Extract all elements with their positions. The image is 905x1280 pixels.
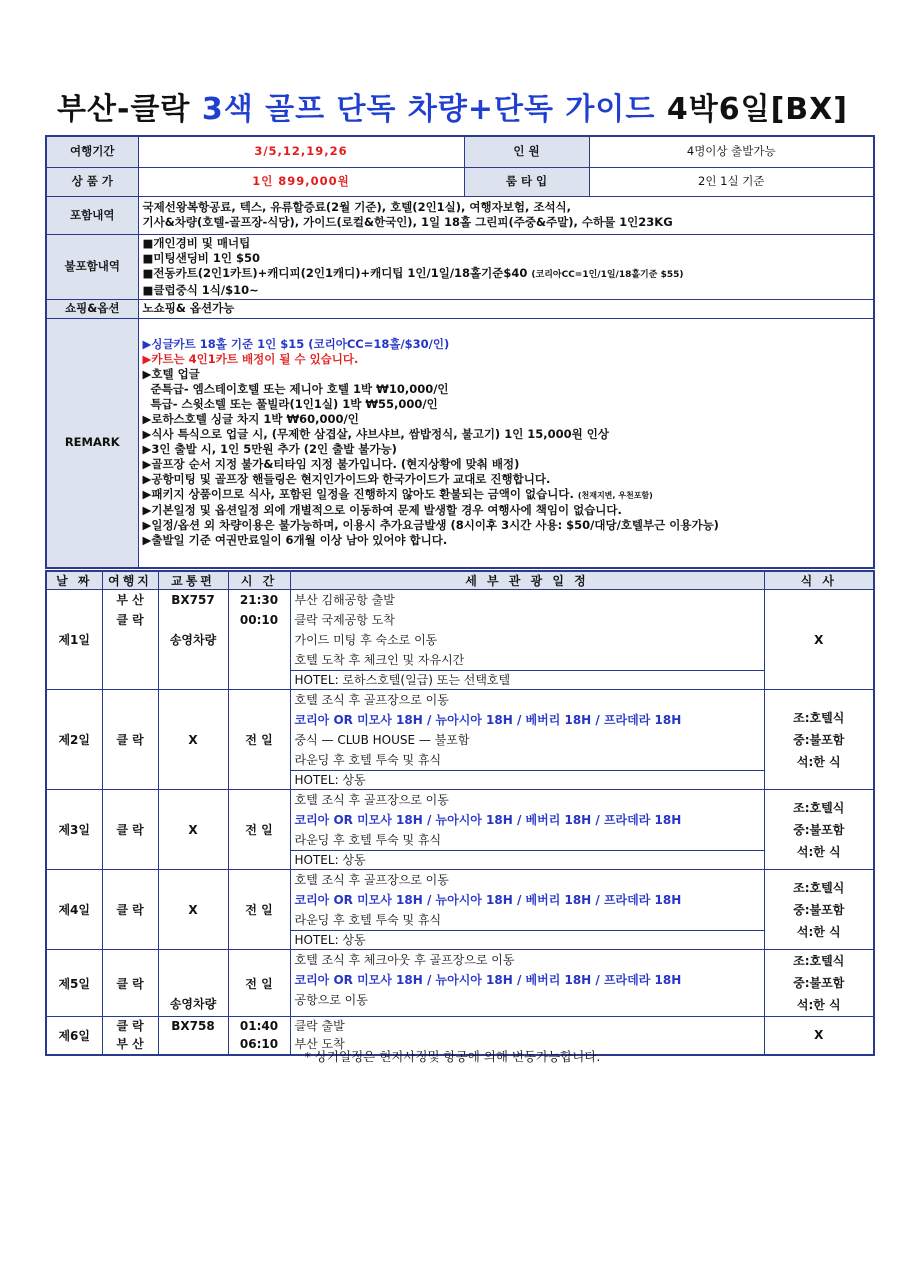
day-label: 제6일 xyxy=(46,1017,102,1055)
header-transport: 교통편 xyxy=(158,571,228,590)
remark-item: ▶카트는 4인1카트 배정이 될 수 있습니다. xyxy=(142,352,359,367)
hotel-info: HOTEL: 상동 xyxy=(291,850,764,869)
excluded-label: 불포함내역 xyxy=(46,234,138,299)
day-transport: X xyxy=(158,690,228,790)
remark-item: ▶일정/옵션 외 차량이용은 불가능하며, 이용시 추가요금발생 (8시이후 3시간 사용: $50/대당/호텔부근 이용가능) xyxy=(142,518,719,533)
day-label: 제3일 xyxy=(46,790,102,870)
hotel-info: HOTEL: 상동 xyxy=(291,770,764,789)
included-line: 기사&차량(호텔-골프장-식당), 가이드(로컬&한국인), 1일 18홀 그린피(주중&주말), 수하물 1인23KG xyxy=(142,215,673,229)
day-places: 부 산 클 락 xyxy=(102,590,158,690)
remark-label: REMARK xyxy=(46,318,138,568)
day-meals: X xyxy=(764,1017,874,1055)
day-transport: BX758 xyxy=(158,1017,228,1055)
remark-item: ▶호텔 업글 xyxy=(142,367,200,382)
room-value: 2인 1실 기준 xyxy=(589,167,874,196)
remark-item: 준특급- 엠스테이호텔 또는 제니아 호텔 1박 ₩10,000/인 xyxy=(150,382,449,397)
hotel-info: HOTEL: 로하스호텔(일급) 또는 선택호텔 xyxy=(291,670,764,689)
day-meals: X xyxy=(764,590,874,690)
day-transport: X xyxy=(158,790,228,870)
day-times: 전 일 xyxy=(228,690,290,790)
day-meals: 조:호텔식 중:불포함 석:한 식 xyxy=(764,950,874,1017)
day-itinerary: 부산 김해공항 출발 클락 국제공항 도착 가이드 미팅 후 숙소로 이동 호텔 도착 후 체크인 및 자유시간 HOTEL: 로하스호텔(일급) 또는 선택호텔 xyxy=(290,590,764,690)
header-meals: 식 사 xyxy=(764,571,874,590)
day-label: 제4일 xyxy=(46,870,102,950)
page-title xyxy=(0,84,905,128)
excluded-line: ■미팅샌딩비 1인 $50 xyxy=(142,250,261,265)
day-times: 전 일 xyxy=(228,950,290,1017)
header-time: 시 간 xyxy=(228,571,290,590)
remark-item: ▶식사 특식으로 업글 시, (무제한 삼겹살, 샤브샤브, 쌈밥정식, 불고기) 1인 15,000원 인상 xyxy=(142,427,610,442)
day-transport: X xyxy=(158,870,228,950)
excluded-note: (코리아CC=1인/1일/18홀기준 $55) xyxy=(531,269,684,280)
title-route: 부산-클락 xyxy=(57,92,191,127)
info-table xyxy=(45,135,875,569)
remark-item: 특급- 스윗소텔 또는 풀빌라(1인1실) 1박 ₩55,000/인 xyxy=(150,397,438,412)
excluded-line: ■전동카트(2인1카트)+캐디피(2인1캐디)+캐디팁 1인/1일/18홀기준$40 (코리아CC=1인/1일/18홀기준 $55) xyxy=(142,265,684,280)
table-row xyxy=(46,790,874,870)
table-row xyxy=(46,950,874,1017)
day-meals: 조:호텔식 중:불포함 석:한 식 xyxy=(764,790,874,870)
excluded-text xyxy=(138,234,874,299)
day-places: 클 락 xyxy=(102,950,158,1017)
shopping-label: 쇼핑&옵션 xyxy=(46,299,138,318)
remark-item: ▶공항미팅 및 골프장 핸들링은 현지인가이드와 한국가이드가 교대로 진행합니다. xyxy=(142,472,551,487)
table-row xyxy=(46,870,874,950)
persons-label: 인 원 xyxy=(464,136,589,167)
day-times: 21:30 00:10 xyxy=(228,590,290,690)
excluded-line: ■클럽중식 1식/$10~ xyxy=(142,282,259,297)
remark-item: ▶출발일 기준 여권만료일이 6개월 이상 남아 있어야 합니다. xyxy=(142,533,448,548)
included-label: 포함내역 xyxy=(46,196,138,234)
schedule-table xyxy=(45,570,875,1056)
table-row xyxy=(46,590,874,690)
day-label: 제5일 xyxy=(46,950,102,1017)
day-label: 제2일 xyxy=(46,690,102,790)
day-meals: 조:호텔식 중:불포함 석:한 식 xyxy=(764,870,874,950)
excluded-line: ■개인경비 및 매너팁 xyxy=(142,235,251,250)
day-itinerary: 호텔 조식 후 골프장으로 이동 코리아 OR 미모사 18H / 뉴아시아 18H / 베버리 18H / 프라데라 18H 중식 — CLUB HOUSE — 불포함 라운딩 후 호텔 투숙 및 휴식 HOTEL: 상동 xyxy=(290,690,764,790)
remark-small-note: (천재지변, 우천포함) xyxy=(577,491,653,501)
day-itinerary: 호텔 조식 후 골프장으로 이동 코리아 OR 미모사 18H / 뉴아시아 18H / 베버리 18H / 프라데라 18H 라운딩 후 호텔 투숙 및 휴식 HOTEL: 상동 xyxy=(290,870,764,950)
day-times: 전 일 xyxy=(228,790,290,870)
table-row xyxy=(46,690,874,790)
title-duration: 4박6일 xyxy=(666,92,771,127)
day-transport: BX757 송영차량 xyxy=(158,590,228,690)
title-product: 3색 골프 단독 차량+단독 가이드 xyxy=(201,92,656,127)
day-transport: 송영차량 xyxy=(158,950,228,1017)
remark-item: ▶싱글카트 18홀 기준 1인 $15 (코리아CC=18홀/$30/인) xyxy=(142,337,450,352)
remark-item: ▶패키지 상품이므로 식사, 포함된 일정을 진행하지 않아도 환불되는 금액이 없습니다. (천재지변, 우천포함) xyxy=(142,487,653,502)
day-places: 클 락 xyxy=(102,690,158,790)
day-itinerary: 클락 출발 부산 도착 xyxy=(290,1017,764,1055)
shopping-value: 노쇼핑& 옵션가능 xyxy=(138,299,874,318)
header-itinerary: 세 부 관 광 일 정 xyxy=(290,571,764,590)
period-label: 여행기간 xyxy=(46,136,138,167)
day-places: 클 락 부 산 xyxy=(102,1017,158,1055)
day-times: 전 일 xyxy=(228,870,290,950)
day-itinerary: 호텔 조식 후 체크아웃 후 골프장으로 이동 코리아 OR 미모사 18H / 뉴아시아 18H / 베버리 18H / 프라데라 18H 공항으로 이동 xyxy=(290,950,764,1017)
footnote: * 상기일정은 현지사정및 항공에 의해 변동가능합니다. xyxy=(304,1049,601,1064)
included-text xyxy=(138,196,874,234)
period-value: 3/5,12,19,26 xyxy=(138,136,464,167)
day-itinerary: 호텔 조식 후 골프장으로 이동 코리아 OR 미모사 18H / 뉴아시아 18H / 베버리 18H / 프라데라 18H 라운딩 후 호텔 투숙 및 휴식 HOTEL: 상동 xyxy=(290,790,764,870)
remark-list xyxy=(138,318,874,568)
room-label: 룸 타 입 xyxy=(464,167,589,196)
price-value: 1인 899,000원 xyxy=(138,167,464,196)
remark-item: ▶골프장 순서 지정 불가&티타임 지정 불가입니다. (현지상황에 맞춰 배정) xyxy=(142,457,520,472)
day-places: 클 락 xyxy=(102,790,158,870)
remark-item: ▶3인 출발 시, 1인 5만원 추가 (2인 출발 불가능) xyxy=(142,442,397,457)
persons-value: 4명이상 출발가능 xyxy=(589,136,874,167)
day-times: 01:40 06:10 xyxy=(228,1017,290,1055)
title-airline: [BX] xyxy=(770,92,848,127)
price-label: 상 품 가 xyxy=(46,167,138,196)
day-label: 제1일 xyxy=(46,590,102,690)
header-date: 날 짜 xyxy=(46,571,102,590)
remark-item: ▶로하스호텔 싱글 차지 1박 ₩60,000/인 xyxy=(142,412,359,427)
day-places: 클 락 xyxy=(102,870,158,950)
header-place: 여행지 xyxy=(102,571,158,590)
remark-item: ▶기본일정 및 옵션일정 외에 개별적으로 이동하여 문제 발생할 경우 여행사에 책임이 없습니다. xyxy=(142,503,622,518)
hotel-info: HOTEL: 상동 xyxy=(291,930,764,949)
day-meals: 조:호텔식 중:불포함 석:한 식 xyxy=(764,690,874,790)
included-line: 국제선왕복항공료, 텍스, 유류할증료(2월 기준), 호텔(2인1실), 여행자보험, 조석식, xyxy=(142,200,572,214)
